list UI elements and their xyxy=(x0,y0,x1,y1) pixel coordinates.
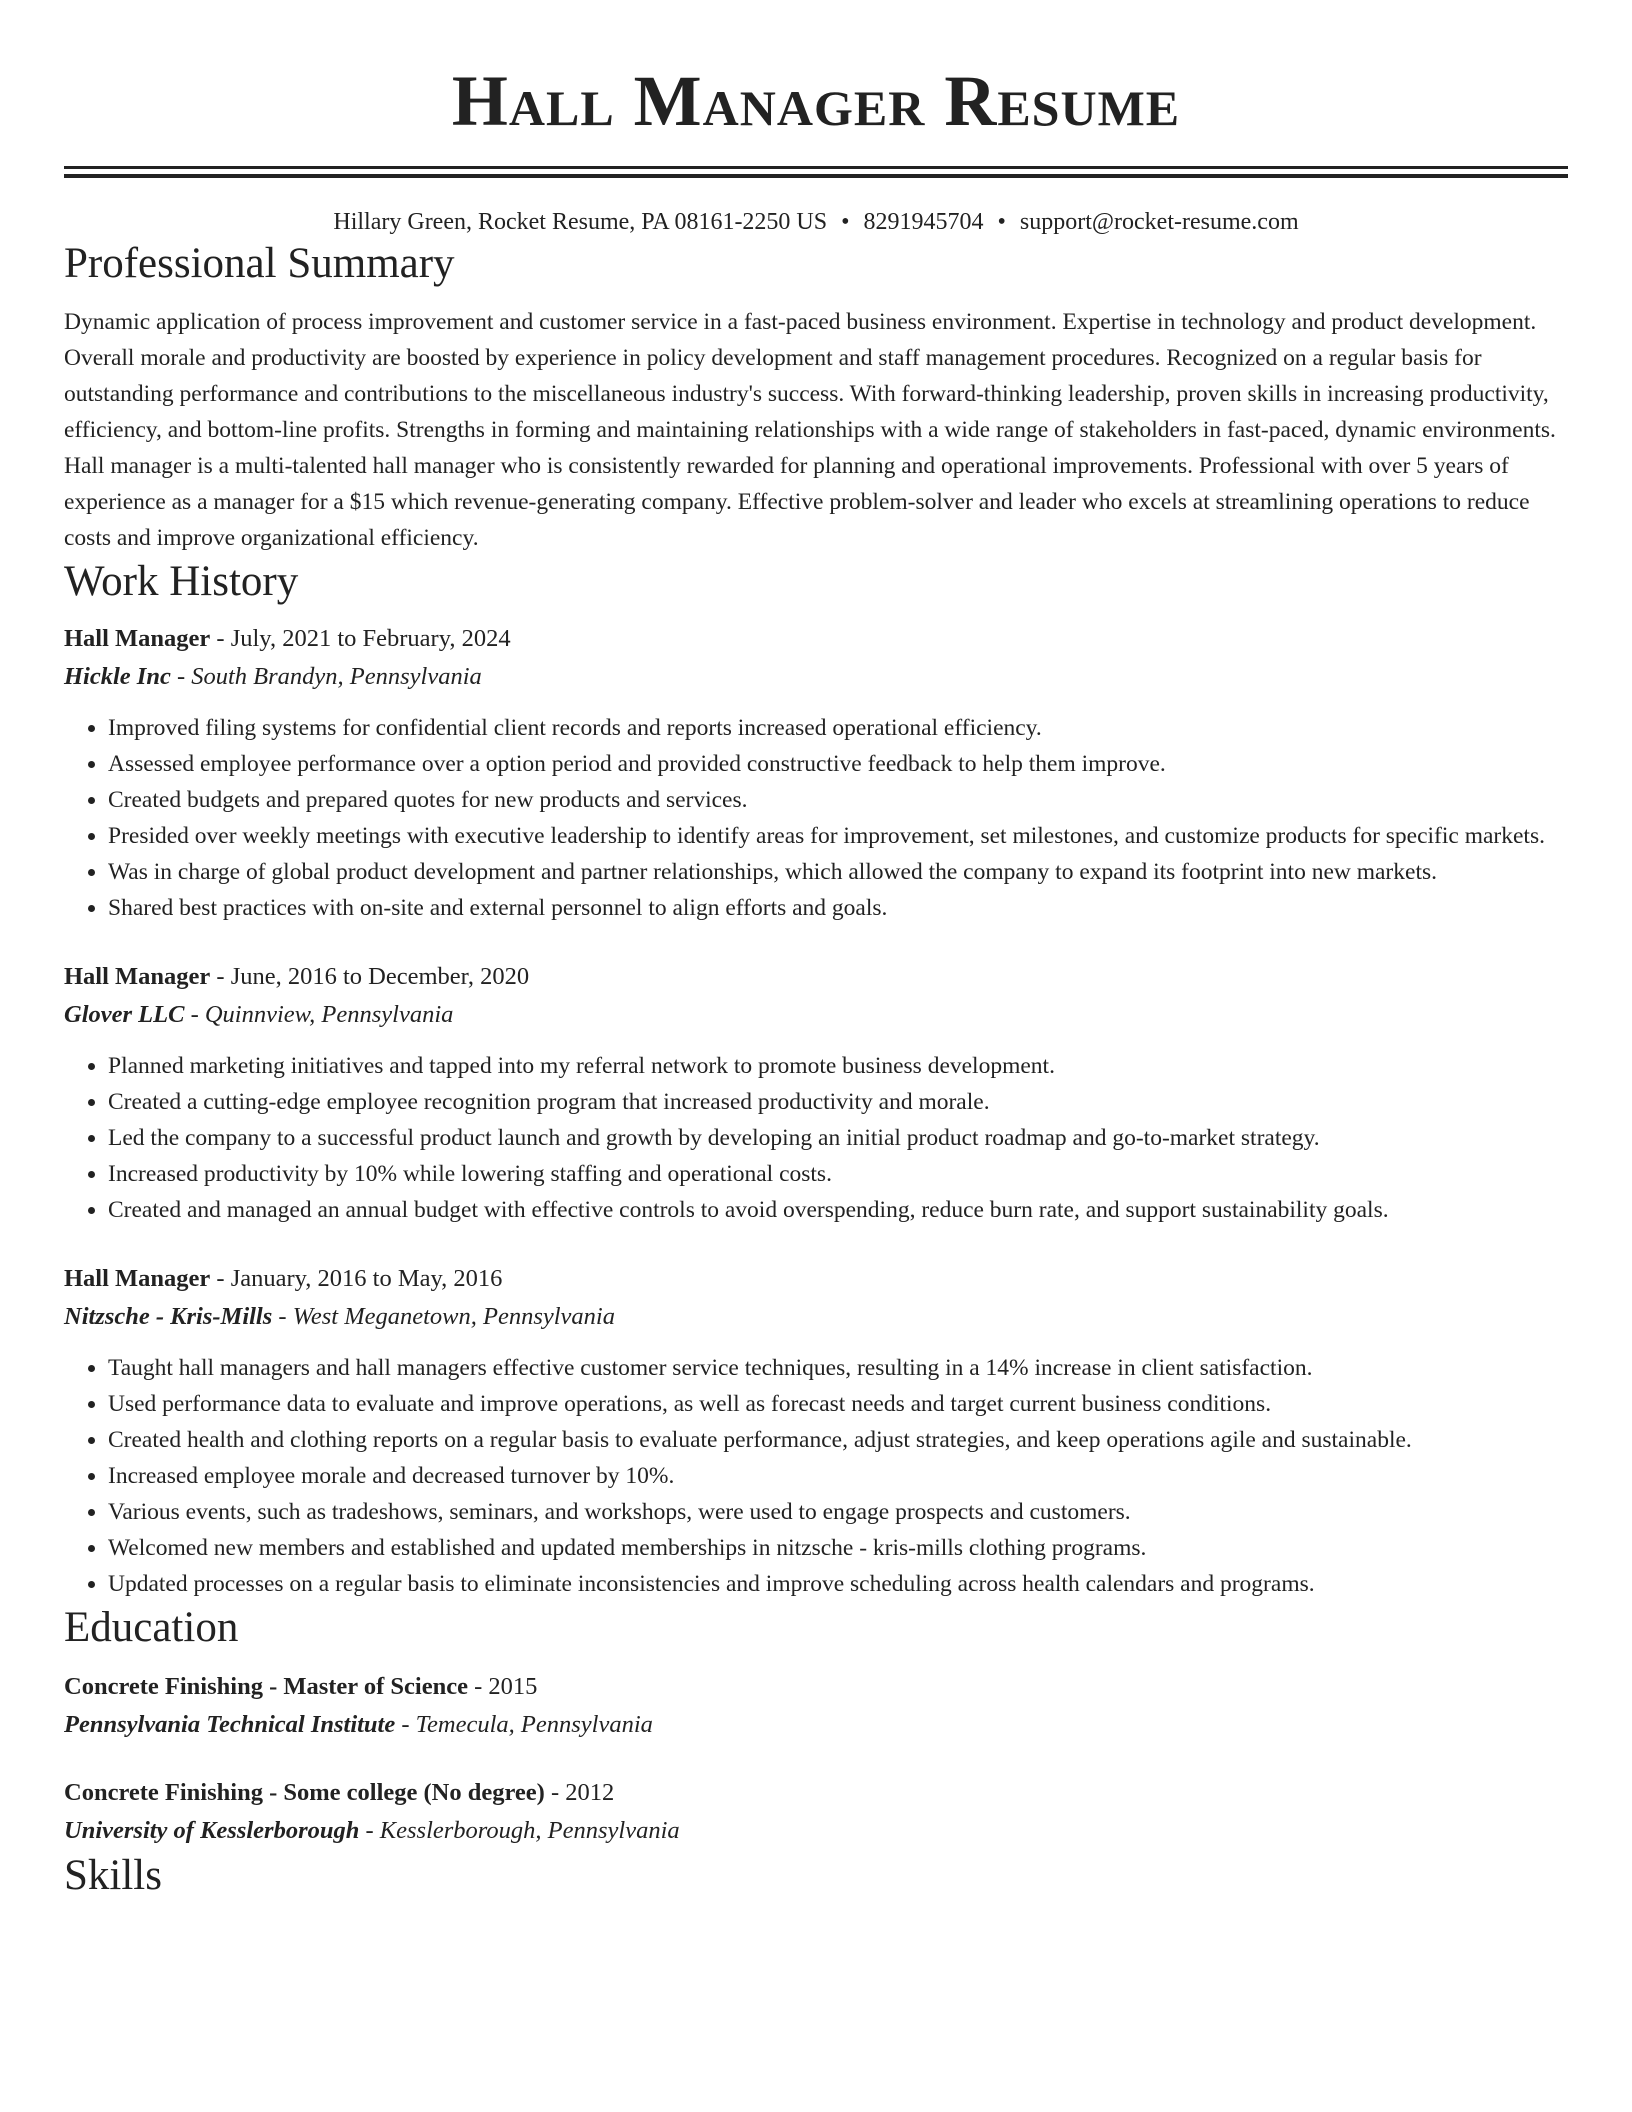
degree-name: Concrete Finishing - Some college (No degree) xyxy=(64,1779,545,1806)
employer-name: Hickle Inc xyxy=(64,663,171,690)
employer-name: Glover LLC xyxy=(64,1001,185,1028)
job-bullet-list xyxy=(64,1048,1568,1228)
contact-email: support@rocket-resume.com xyxy=(1019,209,1299,235)
resume-title: Hall Manager Resume xyxy=(451,61,1181,141)
job-dates: - January, 2016 to May, 2016 xyxy=(210,1265,503,1292)
job-bullet: • Increased productivity by 10% while lowering staffing and operational costs. xyxy=(108,1156,1568,1192)
spacer xyxy=(64,926,1568,958)
job-title-line xyxy=(64,958,1568,996)
job-bullet: • Created and managed an annual budget with effective controls to avoid overspending, reduce burn rate, and support sustainability goals. xyxy=(108,1192,1568,1228)
school-location: - Kesslerborough, Pennsylvania xyxy=(359,1817,680,1844)
school-name: Pennsylvania Technical Institute xyxy=(64,1711,396,1738)
job-bullet-list xyxy=(64,710,1568,926)
job-entry xyxy=(64,620,1568,926)
employer-location: - South Brandyn, Pennsylvania xyxy=(170,663,482,690)
degree-line xyxy=(64,1774,1568,1812)
job-bullet: • Improved filing systems for confidential client records and reports increased operational efficiency. xyxy=(108,710,1568,746)
section-heading-work-history: Work History xyxy=(64,558,299,605)
employer-line xyxy=(64,1298,1568,1336)
job-title: Hall Manager xyxy=(64,1265,211,1292)
employer-location: - West Meganetown, Pennsylvania xyxy=(272,1303,615,1330)
employer-line xyxy=(64,996,1568,1034)
job-bullet: • Planned marketing initiatives and tapped into my referral network to promote business development. xyxy=(108,1048,1568,1084)
job-title: Hall Manager xyxy=(64,963,211,990)
contact-phone: 8291945704 xyxy=(863,209,984,235)
education-entry xyxy=(64,1668,1568,1744)
employer-line xyxy=(64,658,1568,696)
job-title-line xyxy=(64,1260,1568,1298)
school-name: University of Kesslerborough xyxy=(64,1817,360,1844)
job-bullet: • Created a cutting-edge employee recognition program that increased productivity and morale. xyxy=(108,1084,1568,1120)
degree-line xyxy=(64,1668,1568,1706)
section-heading-summary: Professional Summary xyxy=(64,240,455,287)
summary-text: Dynamic application of process improvement and customer service in a fast-paced business environment. Expertise in technology and product development. Overall morale and productivity are boosted by experience in policy development and staff management procedures. Recognized on a regular basis for outstanding performance and contributions to the miscellaneous industry's success. With forward-thinking leadership, proven skills in increasing productivity, efficiency, and bottom-line profits. Strengths in forming and maintaining relationships with a wide range of stakeholders in fast-paced, dynamic environments. Hall manager is a multi-talented hall manager who is consistently rewarded for planning and operational improvements. Professional with over 5 years of experience as a manager for a $15 which revenue-generating company. Effective problem-solver and leader who excels at streamlining operations to reduce costs and improve organizational efficiency. xyxy=(64,309,1556,551)
job-entry xyxy=(64,958,1568,1228)
job-bullet: • Was in charge of global product development and partner relationships, which allowed the company to expand its footprint into new markets. xyxy=(108,854,1568,890)
contact-separator: • xyxy=(997,209,1006,235)
job-bullet: • Increased employee morale and decreased turnover by 10%. xyxy=(108,1458,1568,1494)
job-bullet: • Assessed employee performance over a option period and provided constructive feedback to help them improve. xyxy=(108,746,1568,782)
job-bullet: • Welcomed new members and established and updated memberships in nitzsche - kris-mills clothing programs. xyxy=(108,1530,1568,1566)
school-line xyxy=(64,1706,1568,1744)
degree-name: Concrete Finishing - Master of Science xyxy=(64,1673,468,1700)
job-bullet: • Created budgets and prepared quotes for new products and services. xyxy=(108,782,1568,818)
employer-name: Nitzsche - Kris-Mills xyxy=(64,1303,273,1330)
contact-address: Hillary Green, Rocket Resume, PA 08161-2250 US xyxy=(333,209,828,235)
employer-location: - Quinnview, Pennsylvania xyxy=(184,1001,454,1028)
job-title-line xyxy=(64,620,1568,658)
degree-year: - 2015 xyxy=(467,1673,538,1700)
job-bullet: • Presided over weekly meetings with executive leadership to identify areas for improvement, set milestones, and customize products for specific markets. xyxy=(108,818,1568,854)
spacer xyxy=(64,1744,1568,1774)
education-entry xyxy=(64,1774,1568,1850)
job-bullet: • Created health and clothing reports on a regular basis to evaluate performance, adjust strategies, and keep operations agile and sustainable. xyxy=(108,1422,1568,1458)
school-line xyxy=(64,1812,1568,1850)
job-bullet: • Led the company to a successful product launch and growth by developing an initial product roadmap and go-to-market strategy. xyxy=(108,1120,1568,1156)
job-bullet: • Taught hall managers and hall managers effective customer service techniques, resulting in a 14% increase in client satisfaction. xyxy=(108,1350,1568,1386)
job-dates: - June, 2016 to December, 2020 xyxy=(210,963,530,990)
job-entry xyxy=(64,1260,1568,1602)
spacer xyxy=(64,1228,1568,1260)
job-title: Hall Manager xyxy=(64,625,211,652)
section-heading-education: Education xyxy=(64,1604,239,1651)
job-bullet: • Used performance data to evaluate and improve operations, as well as forecast needs and target current business conditions. xyxy=(108,1386,1568,1422)
contact-separator: • xyxy=(841,209,850,235)
job-bullet: • Updated processes on a regular basis to eliminate inconsistencies and improve scheduling across health calendars and programs. xyxy=(108,1566,1568,1602)
job-bullet: • Various events, such as tradeshows, seminars, and workshops, were used to engage prospects and customers. xyxy=(108,1494,1568,1530)
section-heading-skills: Skills xyxy=(64,1852,162,1899)
job-bullet: • Shared best practices with on-site and external personnel to align efforts and goals. xyxy=(108,890,1568,926)
job-bullet-list xyxy=(64,1350,1568,1602)
title-double-rule xyxy=(64,166,1568,178)
school-location: - Temecula, Pennsylvania xyxy=(395,1711,653,1738)
contact-line xyxy=(64,206,1568,238)
job-dates: - July, 2021 to February, 2024 xyxy=(210,625,511,652)
degree-year: - 2012 xyxy=(544,1779,615,1806)
